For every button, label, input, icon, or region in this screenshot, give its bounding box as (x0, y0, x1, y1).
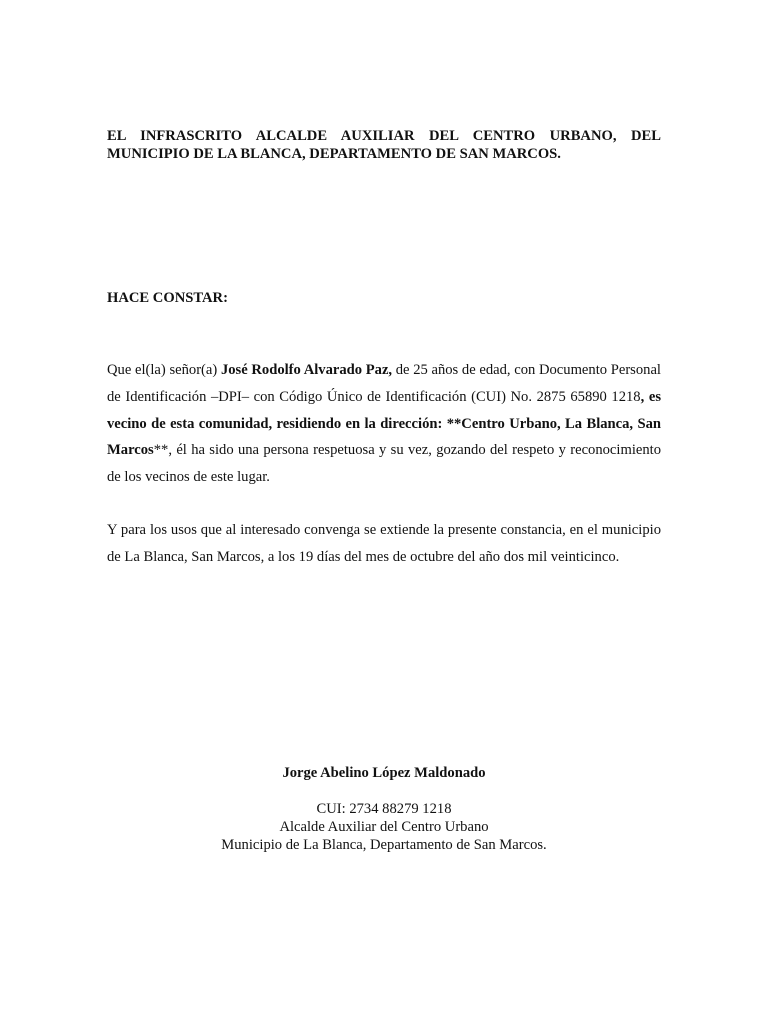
signatory-municipality: Municipio de La Blanca, Departamento de San Marcos. (221, 837, 547, 853)
signatory-cui: CUI: 2734 88279 1218 (316, 801, 452, 817)
heading-line-2: MUNICIPIO DE LA BLANCA, DEPARTAMENTO DE SAN MARCOS. (107, 146, 561, 162)
heading-line-1: EL INFRASCRITO ALCALDE AUXILIAR DEL CENTRO URBANO, DEL (107, 128, 661, 144)
signatory-title: Alcalde Auxiliar del Centro Urbano (279, 819, 489, 835)
certificate-paragraph-1 (107, 357, 661, 491)
person-name: José Rodolfo Alvarado Paz, (220, 362, 393, 378)
paragraph1-text-end: **, él ha sido una persona respetuosa y su vez, gozando del respeto y reconocimiento de los vecinos de este lugar. (107, 442, 661, 486)
hace-constar-title: HACE CONSTAR: (107, 290, 228, 306)
signatory-name: Jorge Abelino López Maldonado (282, 765, 486, 781)
paragraph1-text-start: Que el(la) señor(a) (107, 362, 221, 378)
document-heading (107, 127, 661, 163)
residence-statement: , es vecino de esta comunidad, residiendo en la dirección: **Centro Urbano, La Blanca, San Marcos (107, 388, 661, 459)
paragraph1-text-middle: de 25 años de edad, con Documento Personal de Identificación –DPI– con Código Único de Identificación (CUI) No. 2875 65890 1218 (107, 362, 661, 405)
signatory-details (0, 800, 768, 854)
certificate-paragraph-2: Y para los usos que al interesado convenga se extiende la presente constancia, en el municipio de La Blanca, San Marcos, a los 19 días del mes de octubre del año dos mil veinticinco. (107, 522, 661, 565)
